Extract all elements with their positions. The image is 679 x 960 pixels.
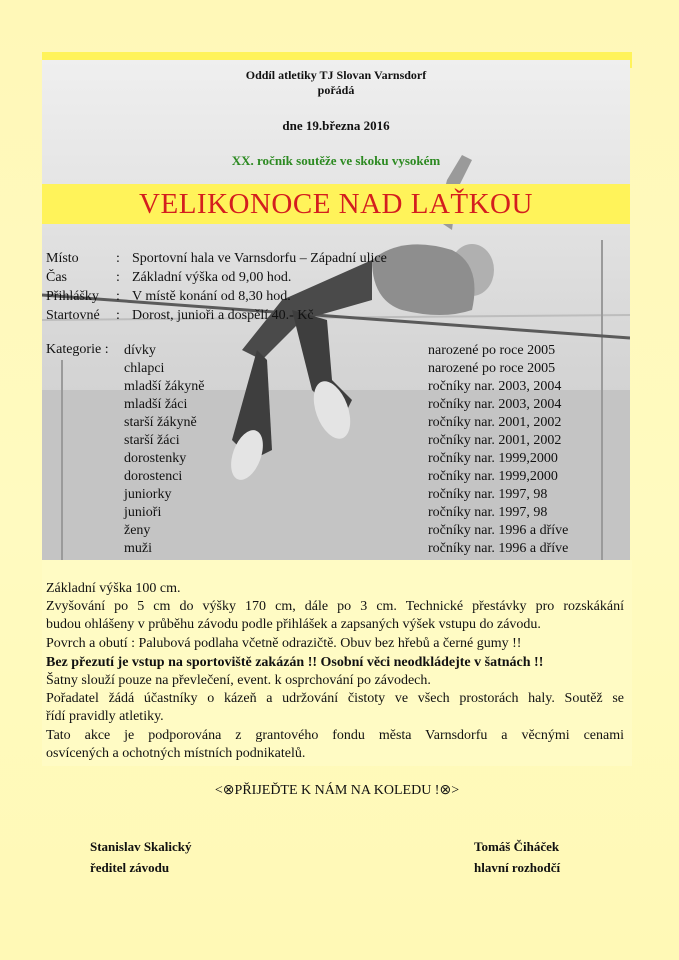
info-separator: : <box>116 270 120 285</box>
category-name: dorostenci <box>124 469 183 484</box>
info-label: Čas <box>46 270 67 285</box>
category-name: starší žáci <box>124 433 180 448</box>
signature-left <box>90 836 192 878</box>
signature-name: Tomáš Čiháček <box>474 839 560 854</box>
category-years: ročníky nar. 2003, 2004 <box>428 379 562 394</box>
category-years: narozené po roce 2005 <box>428 361 556 376</box>
organizer-heading <box>42 68 630 98</box>
rules-line: budou ohlášeny v průběhu závodu podle přihlášek a zapsaných výšek vstupu do závodu. <box>46 617 541 632</box>
info-separator: : <box>116 289 120 304</box>
info-value: Dorost, junioři a dospělí 40.- Kč <box>132 308 314 323</box>
event-title: VELIKONOCE NAD LAŤKOU <box>139 188 533 220</box>
rules-line: Zvyšování po 5 cm do výšky 170 cm, dále po 3 cm. Technické přestávky pro rozskákání <box>46 599 624 614</box>
category-name: dorostenky <box>124 451 187 466</box>
info-separator: : <box>116 308 120 323</box>
rules-line: Šatny slouží pouze na převlečení, event. k osprchování po závodech. <box>46 673 431 688</box>
category-name: muži <box>124 541 152 556</box>
signature-name: Stanislav Skalický <box>90 839 192 854</box>
categories-label: Kategorie : <box>46 342 109 357</box>
category-years: ročníky nar. 2003, 2004 <box>428 397 562 412</box>
category-years: ročníky nar. 1996 a dříve <box>428 523 569 538</box>
rules-line: řídí pravidly atletiky. <box>46 709 164 724</box>
rules-line: Základní výška 100 cm. <box>46 581 181 596</box>
category-name: ženy <box>124 523 151 538</box>
category-name: mladší žákyně <box>124 379 205 394</box>
category-years: ročníky nar. 1999,2000 <box>428 469 558 484</box>
info-value: Sportovní hala ve Varnsdorfu – Západní ulice <box>132 251 387 266</box>
organizer-line: Oddíl atletiky TJ Slovan Varnsdorf <box>245 68 427 82</box>
info-value: Základní výška od 9,00 hod. <box>132 270 292 285</box>
info-separator: : <box>116 251 120 266</box>
rules-line: Pořadatel žádá účastníky o kázeň a udržování čistoty ve všech prostorách haly. Soutěž se <box>46 691 624 706</box>
category-name: junioři <box>124 505 162 520</box>
info-label: Místo <box>46 251 79 266</box>
category-name: mladší žáci <box>124 397 188 412</box>
rules-warning: Bez přezutí je vstup na sportoviště zakázán !! Osobní věci neodkládejte v šatnách !! <box>46 655 544 670</box>
category-years: ročníky nar. 2001, 2002 <box>428 415 562 430</box>
info-label: Startovné <box>46 308 100 323</box>
event-date: dne 19.března 2016 <box>282 118 390 133</box>
category-name: dívky <box>124 343 156 358</box>
category-name: chlapci <box>124 361 165 376</box>
signature-right <box>474 836 560 878</box>
category-years: ročníky nar. 1997, 98 <box>428 487 548 502</box>
category-years: ročníky nar. 1996 a dříve <box>428 541 569 556</box>
category-years: ročníky nar. 2001, 2002 <box>428 433 562 448</box>
signature-role: ředitel závodu <box>90 860 170 875</box>
signature-role: hlavní rozhodčí <box>474 860 561 875</box>
rules-line: Povrch a obutí : Palubová podlaha včetně odrazičtě. Obuv bez hřebů a černé gumy !! <box>46 636 522 651</box>
event-subtitle: XX. ročník soutěže ve skoku vysokém <box>231 153 441 168</box>
category-name: starší žákyně <box>124 415 197 430</box>
rules-line: Tato akce je podporována z grantového fondu města Varnsdorfu a věcnými cenami <box>46 728 624 743</box>
info-value: V místě konání od 8,30 hod. <box>132 289 291 304</box>
category-years: narozené po roce 2005 <box>428 343 556 358</box>
category-name: juniorky <box>124 487 172 502</box>
invitation-line: <⊗PŘIJEĎTE K NÁM NA KOLEDU !⊗> <box>214 783 460 798</box>
category-years: ročníky nar. 1997, 98 <box>428 505 548 520</box>
info-label: Přihlášky <box>46 289 99 304</box>
category-years: ročníky nar. 1999,2000 <box>428 451 558 466</box>
rules-line: osvícených a ochotných místních podnikatelů. <box>46 746 306 761</box>
organizer-line2: pořádá <box>317 83 355 97</box>
